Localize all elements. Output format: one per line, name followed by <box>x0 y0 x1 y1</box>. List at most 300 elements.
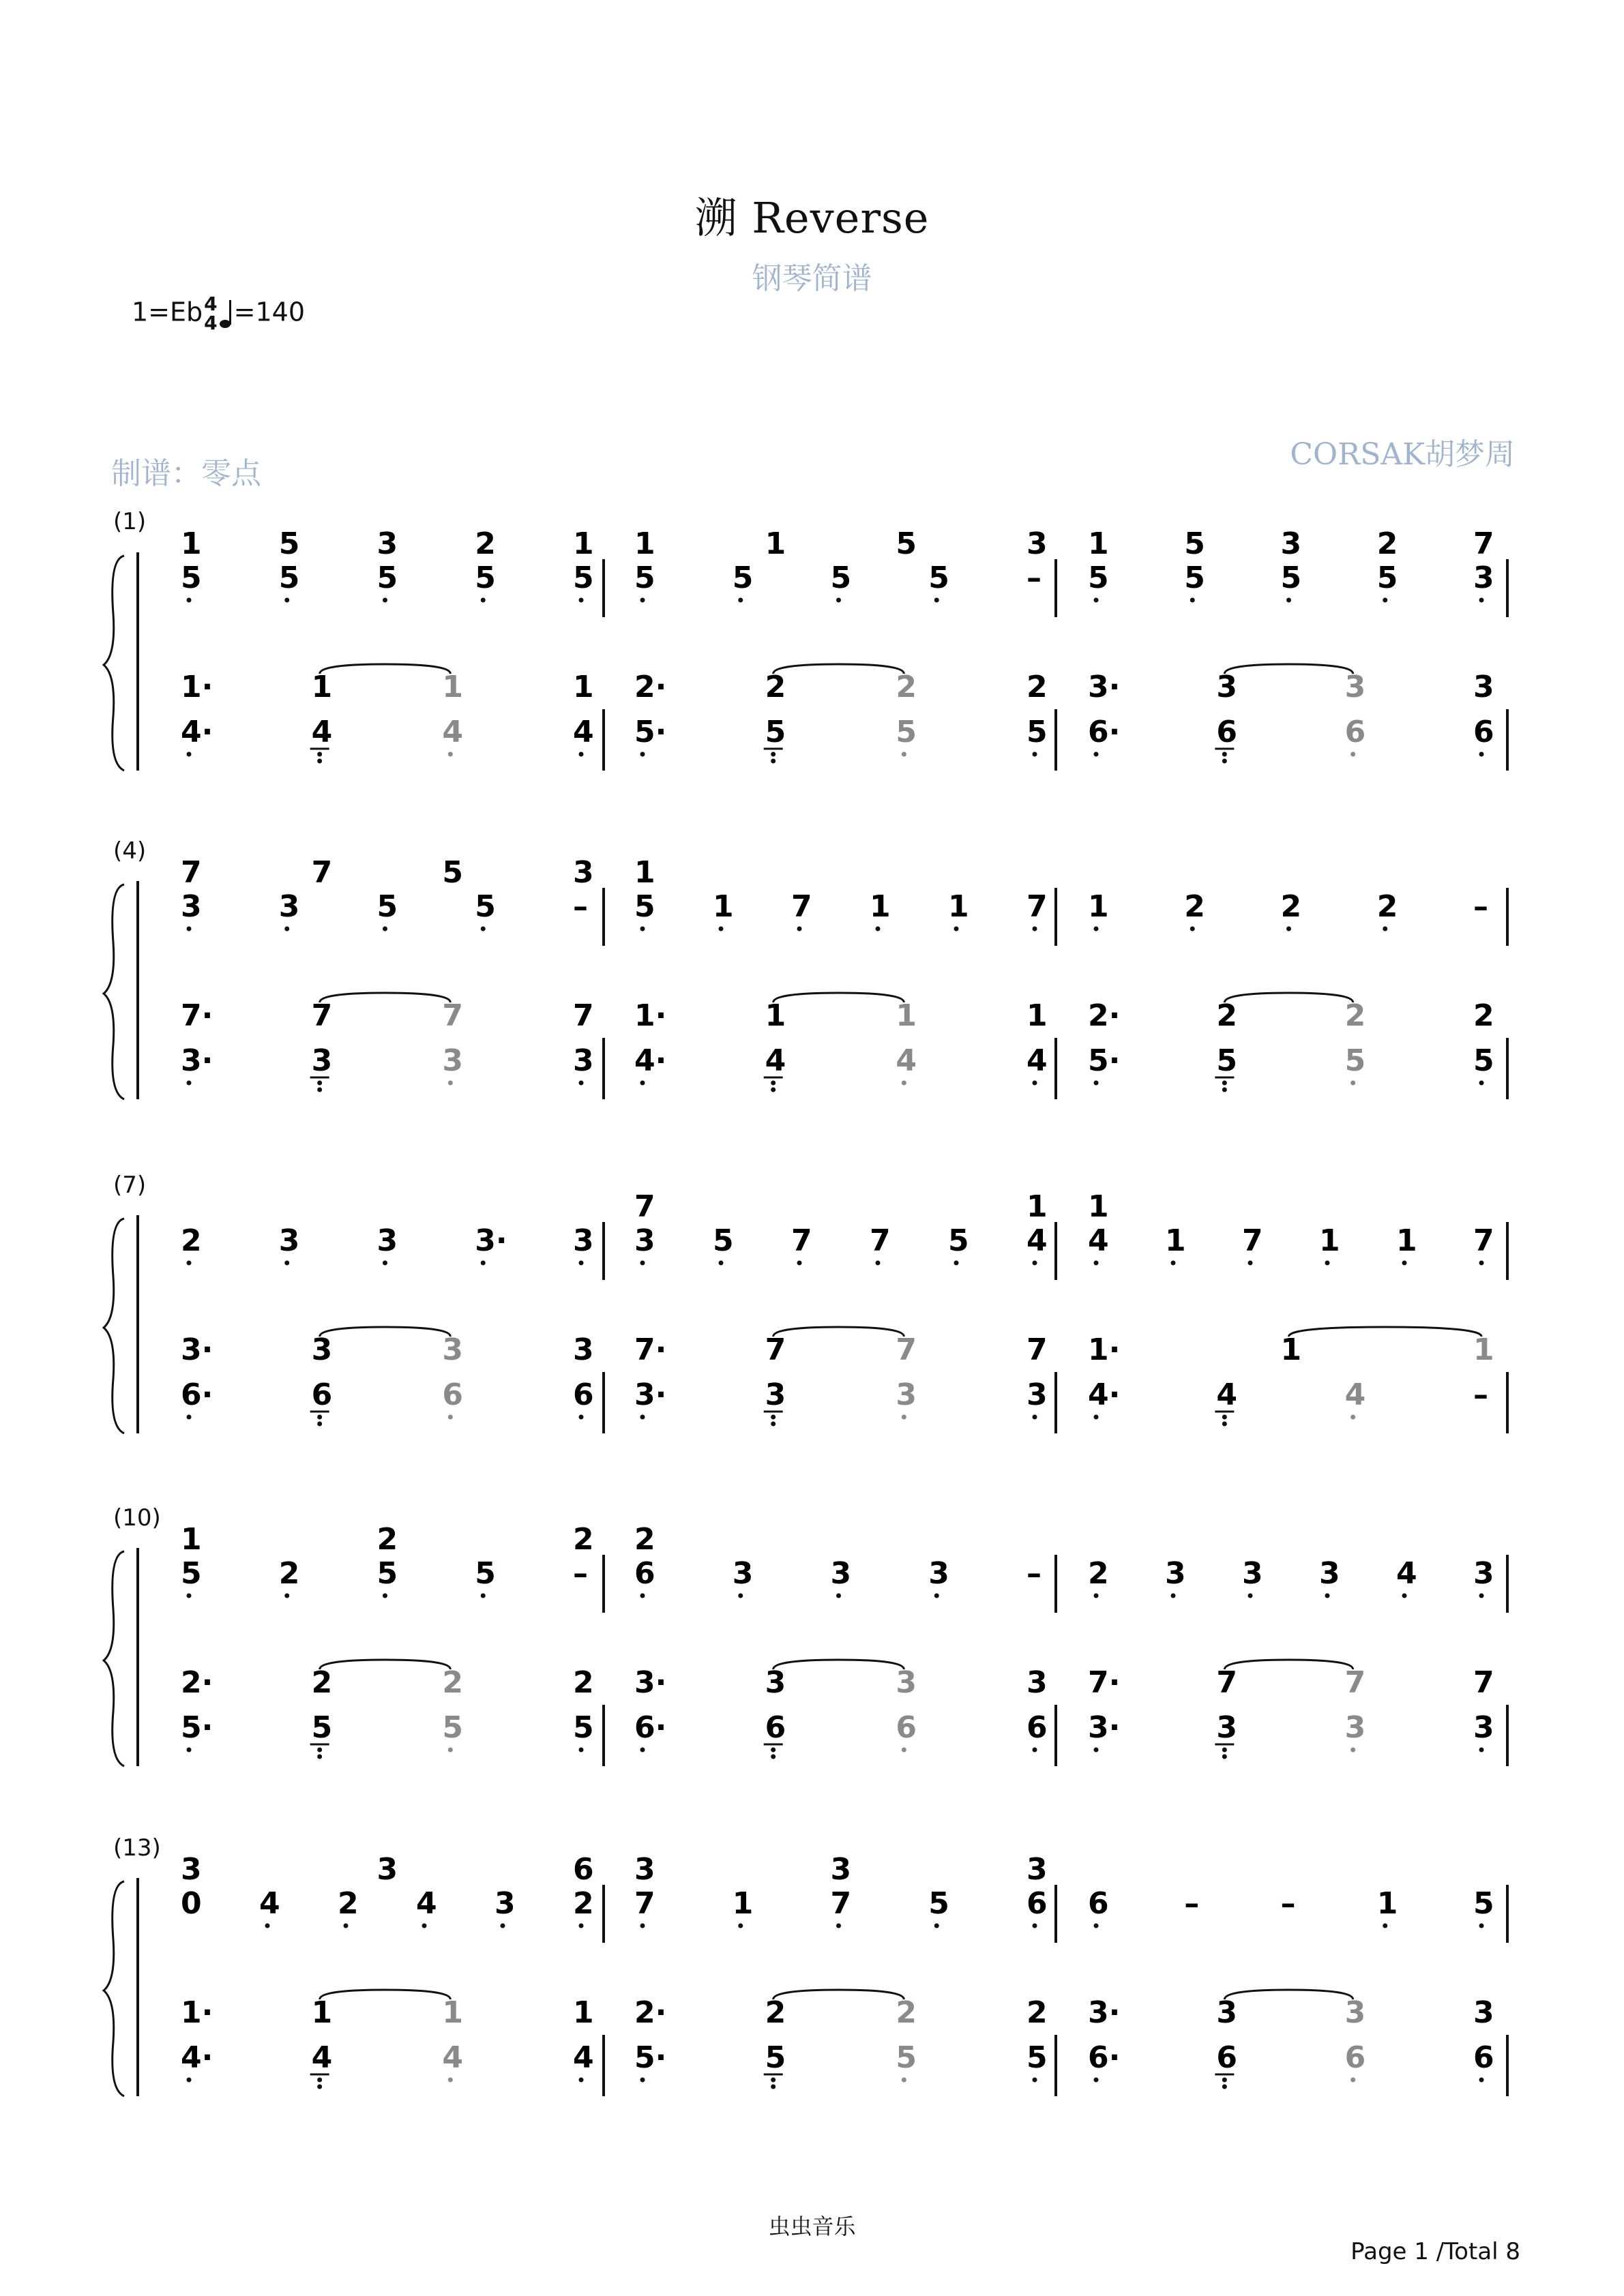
note: 3 <box>377 1852 398 1887</box>
arranger-credit: 制谱：零点 <box>111 456 261 491</box>
note: 2 <box>573 1522 594 1557</box>
octave-dot <box>1222 1422 1227 1427</box>
note: 5 <box>948 1223 969 1258</box>
note: 5 <box>311 1710 333 1745</box>
note: 1 <box>1088 526 1109 561</box>
octave-dot <box>1286 927 1291 931</box>
octave-dot <box>579 1415 584 1420</box>
octave-dot <box>1479 1261 1484 1266</box>
octave-dot <box>1479 752 1484 757</box>
octave-dot <box>836 1924 841 1928</box>
octave-dot <box>481 598 486 603</box>
octave-dot <box>771 1755 776 1759</box>
note: 1 <box>1376 1886 1398 1921</box>
note: 5 <box>278 526 300 561</box>
octave-dot <box>317 752 322 757</box>
note: 5 <box>1473 1043 1494 1078</box>
octave-dot <box>187 598 192 603</box>
time-signature-top: 4 <box>204 293 218 315</box>
note: 1 <box>1027 998 1048 1033</box>
octave-dot <box>902 752 906 757</box>
octave-dot <box>187 1081 192 1086</box>
note: – <box>573 889 588 924</box>
note: 3 <box>1165 1556 1186 1591</box>
octave-dot <box>284 927 289 931</box>
note: 3 <box>573 1223 594 1258</box>
note: 3· <box>1088 670 1121 704</box>
note: 3 <box>377 1223 398 1258</box>
octave-dot <box>1094 1594 1099 1598</box>
key-signature: 1=Eb <box>132 297 203 327</box>
note: 6 <box>311 1377 333 1412</box>
note: 1 <box>896 998 917 1033</box>
note: 7· <box>634 1332 667 1367</box>
page-title: 溯 Reverse <box>694 193 930 243</box>
note: 6 <box>442 1377 463 1412</box>
octave-dot <box>187 1748 192 1753</box>
octave-dot <box>1325 1594 1330 1598</box>
note: 2 <box>1216 998 1237 1033</box>
note: 3 <box>765 1665 786 1700</box>
note: 2 <box>1344 998 1366 1033</box>
note: 1· <box>1088 1332 1121 1367</box>
note: 5 <box>1027 2040 1048 2075</box>
note: 1· <box>181 1995 213 2030</box>
octave-dot <box>481 927 486 931</box>
octave-dot <box>422 1924 427 1928</box>
octave-dot <box>579 2078 584 2083</box>
note: 7 <box>311 855 333 890</box>
octave-dot <box>1222 752 1227 757</box>
note: 3· <box>181 1043 213 1078</box>
note: 2· <box>181 1665 213 1700</box>
octave-dot <box>1222 1081 1227 1086</box>
octave-dot <box>954 1261 959 1266</box>
note: 2 <box>442 1665 463 1700</box>
octave-dot <box>1479 2078 1484 2083</box>
note: 3 <box>1473 561 1494 595</box>
note: 7 <box>765 1332 786 1367</box>
octave-dot <box>719 927 724 931</box>
tie-arc <box>773 993 904 1002</box>
octave-dot <box>1033 1924 1037 1928</box>
note: 1 <box>311 670 333 704</box>
artist-credit: CORSAK胡梦周 <box>1290 437 1515 472</box>
note: 3 <box>1344 670 1366 704</box>
octave-dot <box>317 1422 322 1427</box>
octave-dot <box>317 1748 322 1753</box>
note: 6 <box>1473 2040 1494 2075</box>
note: 2· <box>1088 998 1121 1033</box>
note: 5 <box>1184 526 1205 561</box>
note: 3 <box>442 1043 463 1078</box>
octave-dot <box>1222 1748 1227 1753</box>
octave-dot <box>797 927 802 931</box>
octave-dot <box>344 1924 349 1928</box>
octave-dot <box>317 1088 322 1092</box>
note: 1 <box>1319 1223 1340 1258</box>
note: 6· <box>1088 715 1121 749</box>
tie-arc <box>773 664 904 674</box>
note: 7 <box>634 1886 655 1921</box>
note: 6 <box>1473 715 1494 749</box>
note: 3 <box>896 1377 917 1412</box>
note: 3 <box>1473 670 1494 704</box>
note: 2 <box>634 1522 655 1557</box>
note: 2 <box>896 1995 917 2030</box>
note: 4· <box>181 2040 213 2075</box>
note: 4 <box>1088 1223 1109 1258</box>
octave-dot <box>1248 1594 1253 1598</box>
note: 3 <box>278 1223 300 1258</box>
tie-arc <box>1289 1327 1482 1337</box>
note: – <box>573 1556 588 1591</box>
note: 5· <box>634 2040 667 2075</box>
octave-dot <box>579 752 584 757</box>
note: 5 <box>377 889 398 924</box>
octave-dot <box>1190 927 1195 931</box>
measure-number: (4) <box>113 837 147 865</box>
note: 6 <box>1344 715 1366 749</box>
tempo-value: =140 <box>233 297 306 327</box>
octave-dot <box>1383 927 1387 931</box>
octave-dot <box>187 2078 192 2083</box>
octave-dot <box>771 2085 776 2089</box>
note: 4 <box>1344 1377 1366 1412</box>
note: 4 <box>442 2040 463 2075</box>
note: 2 <box>573 1665 594 1700</box>
note: 3 <box>1280 526 1302 561</box>
octave-dot <box>1171 1594 1176 1598</box>
octave-dot <box>640 1081 645 1086</box>
note: 5 <box>377 561 398 595</box>
tie-arc <box>320 993 451 1002</box>
note: 1 <box>1280 1332 1302 1367</box>
note: 5 <box>181 1556 202 1591</box>
octave-dot <box>1094 2078 1099 2083</box>
footer-source: 虫虫音乐 <box>768 2213 856 2239</box>
note: 3 <box>442 1332 463 1367</box>
octave-dot <box>284 598 289 603</box>
octave-dot <box>902 2078 906 2083</box>
octave-dot <box>640 1748 645 1753</box>
note: 1 <box>634 855 655 890</box>
octave-dot <box>1222 1415 1227 1420</box>
octave-dot <box>1350 1081 1355 1086</box>
note: 3 <box>573 1043 594 1078</box>
octave-dot <box>1222 1088 1227 1092</box>
octave-dot <box>383 1261 387 1266</box>
note: 5 <box>442 1710 463 1745</box>
octave-dot <box>771 2078 776 2083</box>
octave-dot <box>1094 927 1099 931</box>
note: 7 <box>791 1223 812 1258</box>
note: 1 <box>1027 1189 1048 1224</box>
note: 3 <box>311 1043 333 1078</box>
note: 3 <box>1027 526 1048 561</box>
note: 3 <box>1319 1556 1340 1591</box>
octave-dot <box>1479 1924 1484 1928</box>
note: 3 <box>896 1665 917 1700</box>
octave-dot <box>771 1748 776 1753</box>
octave-dot <box>317 2078 322 2083</box>
note: 6 <box>1344 2040 1366 2075</box>
note: 2 <box>1027 1995 1048 2030</box>
note: 4· <box>181 715 213 749</box>
tie-arc <box>1224 664 1353 674</box>
note: 5 <box>896 715 917 749</box>
note: 5 <box>475 561 496 595</box>
note: 3 <box>1027 1377 1048 1412</box>
measure-number: (13) <box>113 1834 161 1862</box>
octave-dot <box>579 1081 584 1086</box>
octave-dot <box>481 1261 486 1266</box>
note: 4· <box>634 1043 667 1078</box>
note: 3 <box>1027 1665 1048 1700</box>
note: 3 <box>494 1886 516 1921</box>
tie-arc <box>773 1327 904 1337</box>
note: 7 <box>311 998 333 1033</box>
octave-dot <box>1402 1594 1407 1598</box>
note: 1 <box>1396 1223 1417 1258</box>
note: 2 <box>765 1995 786 2030</box>
tie-arc <box>320 664 451 674</box>
octave-dot <box>481 1594 486 1598</box>
note: 7 <box>181 855 202 890</box>
octave-dot <box>771 1415 776 1420</box>
octave-dot <box>383 1594 387 1598</box>
octave-dot <box>383 927 387 931</box>
note: 3 <box>278 889 300 924</box>
note: 5 <box>475 1556 496 1591</box>
note: 5 <box>278 561 300 595</box>
octave-dot <box>836 598 841 603</box>
note: 4 <box>896 1043 917 1078</box>
note: 7 <box>1027 1332 1048 1367</box>
note: 2 <box>475 526 496 561</box>
measure-number: (1) <box>113 508 147 535</box>
note: 3 <box>732 1556 754 1591</box>
note: 2· <box>634 670 667 704</box>
note: 5 <box>573 561 594 595</box>
note: 5 <box>830 561 852 595</box>
octave-dot <box>1383 598 1387 603</box>
note: 7 <box>1027 889 1048 924</box>
note: 7· <box>181 998 213 1033</box>
note: 2 <box>896 670 917 704</box>
note: 1 <box>573 670 594 704</box>
note: 1 <box>634 526 655 561</box>
note: 3 <box>1216 670 1237 704</box>
note: 1 <box>442 670 463 704</box>
note: 7 <box>634 1189 655 1224</box>
octave-dot <box>1094 1261 1099 1266</box>
note: 2 <box>377 1522 398 1557</box>
note: 4 <box>573 2040 594 2075</box>
note: 5 <box>713 1223 734 1258</box>
note: 3 <box>573 855 594 890</box>
note: 7 <box>830 1886 852 1921</box>
note: 2 <box>1027 670 1048 704</box>
note: 3· <box>181 1332 213 1367</box>
brace <box>104 556 124 771</box>
note: 2 <box>1280 889 1302 924</box>
octave-dot <box>876 1261 881 1266</box>
note: 5 <box>896 2040 917 2075</box>
tie-arc <box>320 1660 451 1669</box>
note: 1 <box>1165 1223 1186 1258</box>
note: 2 <box>1376 889 1398 924</box>
octave-dot <box>902 1415 906 1420</box>
note: 5 <box>1216 1043 1237 1078</box>
note: – <box>1027 1556 1042 1591</box>
octave-dot <box>1033 1415 1037 1420</box>
note: 1 <box>1088 1189 1109 1224</box>
note: 1 <box>311 1995 333 2030</box>
octave-dot <box>187 927 192 931</box>
note: 3· <box>475 1223 507 1258</box>
note: 3 <box>1473 1710 1494 1745</box>
octave-dot <box>876 927 881 931</box>
note: 4 <box>442 715 463 749</box>
note: 4 <box>311 2040 333 2075</box>
note: 5 <box>1027 715 1048 749</box>
note: 1 <box>573 1995 594 2030</box>
note: 6 <box>573 1377 594 1412</box>
note: 7 <box>1473 526 1494 561</box>
note: 5 <box>475 889 496 924</box>
note: 3 <box>573 1332 594 1367</box>
octave-dot <box>934 1594 939 1598</box>
note: 1· <box>181 670 213 704</box>
note: 3 <box>1242 1556 1263 1591</box>
note: 5 <box>1344 1043 1366 1078</box>
octave-dot <box>284 1594 289 1598</box>
note: 3 <box>830 1556 852 1591</box>
octave-dot <box>1350 1748 1355 1753</box>
note: 2 <box>338 1886 359 1921</box>
octave-dot <box>1033 2078 1037 2083</box>
note: 2 <box>1473 998 1494 1033</box>
note: 6 <box>1216 2040 1237 2075</box>
note: 5 <box>1184 561 1205 595</box>
octave-dot <box>1094 752 1099 757</box>
note: 5· <box>1088 1043 1121 1078</box>
note: 3 <box>928 1556 949 1591</box>
octave-dot <box>1094 1415 1099 1420</box>
note: 3 <box>1473 1995 1494 2030</box>
octave-dot <box>317 1081 322 1086</box>
tie-arc <box>320 1990 451 1999</box>
octave-dot <box>640 1924 645 1928</box>
note: 6 <box>1088 1886 1109 1921</box>
note: 6 <box>634 1556 655 1591</box>
note: 1· <box>634 998 667 1033</box>
note: 6 <box>1027 1710 1048 1745</box>
note: – <box>1473 889 1488 924</box>
note: 5 <box>377 1556 398 1591</box>
octave-dot <box>738 1594 743 1598</box>
octave-dot <box>836 1594 841 1598</box>
note: 6· <box>181 1377 213 1412</box>
note: 3· <box>634 1377 667 1412</box>
note: 3 <box>181 1852 202 1887</box>
note: 3 <box>377 526 398 561</box>
note: 3· <box>1088 1710 1121 1745</box>
note: 2 <box>1376 526 1398 561</box>
octave-dot <box>579 1748 584 1753</box>
octave-dot <box>1479 1081 1484 1086</box>
octave-dot <box>501 1924 505 1928</box>
octave-dot <box>934 598 939 603</box>
note: 2 <box>311 1665 333 1700</box>
note: 3 <box>830 1852 852 1887</box>
note: 1 <box>573 526 594 561</box>
note: 1 <box>732 1886 754 1921</box>
note: 4 <box>1027 1043 1048 1078</box>
octave-dot <box>1033 1748 1037 1753</box>
octave-dot <box>1286 598 1291 603</box>
octave-dot <box>1222 2078 1227 2083</box>
note: 2 <box>181 1223 202 1258</box>
note: 6 <box>573 1852 594 1887</box>
note: 5 <box>1088 561 1109 595</box>
note: 2 <box>765 670 786 704</box>
note: 5· <box>181 1710 213 1745</box>
octave-dot <box>1479 1594 1484 1598</box>
octave-dot <box>187 1415 192 1420</box>
note: 2 <box>278 1556 300 1591</box>
note: 6· <box>1088 2040 1121 2075</box>
note: 5 <box>634 889 655 924</box>
note: 3· <box>1088 1995 1121 2030</box>
note: 5 <box>765 2040 786 2075</box>
octave-dot <box>1033 1081 1037 1086</box>
note: 7 <box>896 1332 917 1367</box>
octave-dot <box>284 1261 289 1266</box>
note: 3 <box>181 889 202 924</box>
note: 3 <box>765 1377 786 1412</box>
note: 4 <box>1216 1377 1237 1412</box>
note: 5 <box>634 561 655 595</box>
octave-dot <box>317 1755 322 1759</box>
note: 2 <box>573 1886 594 1921</box>
octave-dot <box>1190 598 1195 603</box>
note: 3 <box>1216 1995 1237 2030</box>
octave-dot <box>1350 2078 1355 2083</box>
brace <box>104 884 124 1099</box>
note: 5 <box>928 1886 949 1921</box>
note: 1 <box>1088 889 1109 924</box>
octave-dot <box>1248 1261 1253 1266</box>
time-signature-bottom: 4 <box>204 312 218 334</box>
note: 5 <box>1280 561 1302 595</box>
note: 7 <box>1344 1665 1366 1700</box>
note: 1 <box>765 526 786 561</box>
octave-dot <box>448 1081 453 1086</box>
octave-dot <box>265 1924 270 1928</box>
note: 1 <box>713 889 734 924</box>
octave-dot <box>1094 598 1099 603</box>
note: 2 <box>1088 1556 1109 1591</box>
octave-dot <box>1094 1081 1099 1086</box>
octave-dot <box>640 598 645 603</box>
octave-dot <box>579 1261 584 1266</box>
octave-dot <box>719 1261 724 1266</box>
octave-dot <box>383 598 387 603</box>
octave-dot <box>579 598 584 603</box>
note: 6· <box>634 1710 667 1745</box>
